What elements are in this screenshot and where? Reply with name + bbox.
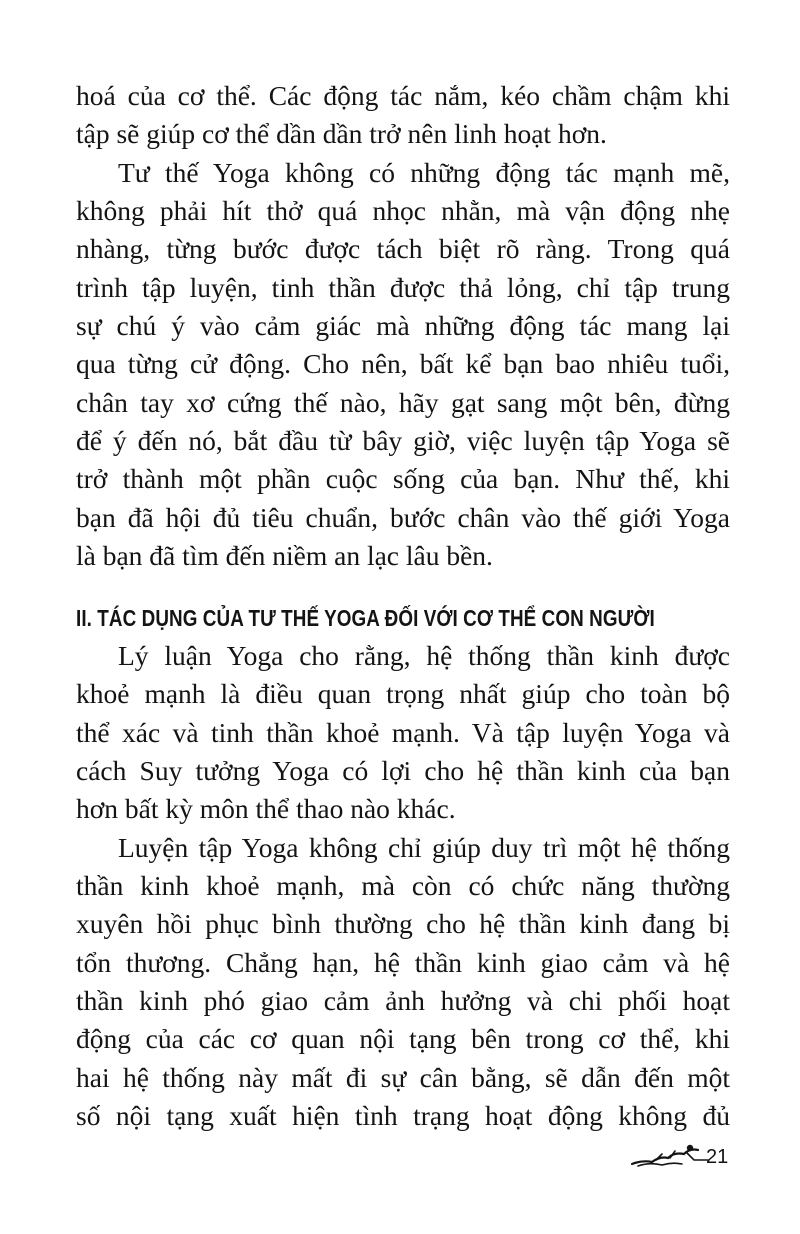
text-line: thần kinh khoẻ mạnh, mà còn có chức năng thường <box>76 870 730 901</box>
text-line: trở thành một phần cuộc sống của bạn. Như thế, khi <box>76 463 730 494</box>
text-line: thể xác và tinh thần khoẻ mạnh. Và tập luyện Yoga và <box>76 717 730 748</box>
text-line: hai hệ thống này mất đi sự cân bằng, sẽ dẫn đến một <box>76 1062 730 1093</box>
text-line: Luyện tập Yoga không chỉ giúp duy trì một hệ thống <box>118 832 730 863</box>
text-line: sự chú ý vào cảm giác mà những động tác mang lại <box>76 310 730 341</box>
text-line: chân tay xơ cứng thế nào, hãy gạt sang một bên, đừng <box>76 387 730 418</box>
text-line: tổn thương. Chẳng hạn, hệ thần kinh giao cảm và hệ <box>76 947 730 978</box>
text-line: khoẻ mạnh là điều quan trọng nhất giúp cho toàn bộ <box>76 678 730 709</box>
page-footer <box>628 1138 740 1174</box>
text-line: là bạn đã tìm đến niềm an lạc lâu bền. <box>76 540 493 571</box>
text-line: hoá của cơ thể. Các động tác nắm, kéo chầm chậm khi <box>76 80 730 111</box>
text-line: số nội tạng xuất hiện tình trạng hoạt động không đủ <box>76 1100 730 1131</box>
text-line: trình tập luyện, tinh thần được thả lỏng, chỉ tập trung <box>76 272 730 303</box>
text-line: động của các cơ quan nội tạng bên trong cơ thể, khi <box>76 1023 730 1054</box>
text-line: Lý luận Yoga cho rằng, hệ thống thần kinh được <box>118 640 730 671</box>
page-number: 21 <box>706 1146 729 1168</box>
text-line: hơn bất kỳ môn thể thao nào khác. <box>76 793 456 824</box>
text-line: qua từng cử động. Cho nên, bất kể bạn bao nhiêu tuổi, <box>76 348 730 379</box>
text-line: để ý đến nó, bắt đầu từ bây giờ, việc luyện tập Yoga sẽ <box>76 425 730 456</box>
text-line: không phải hít thở quá nhọc nhằn, mà vận động nhẹ <box>76 195 730 226</box>
text-line: thần kinh phó giao cảm ảnh hưởng và chi phối hoạt <box>76 985 730 1016</box>
text-line: tập sẽ giúp cơ thể dần dần trở nên linh hoạt hơn. <box>76 118 607 149</box>
text-line: Tư thế Yoga không có những động tác mạnh mẽ, <box>118 157 730 188</box>
section-heading: II. TÁC DỤNG CỦA TƯ THẾ YOGA ĐỐI VỚI CƠ THỂ CON NGƯỜI <box>76 605 655 631</box>
text-line: xuyên hồi phục bình thường cho hệ thần kinh đang bị <box>76 908 730 939</box>
text-line: nhàng, từng bước được tách biệt rõ ràng. Trong quá <box>76 233 730 264</box>
text-line: bạn đã hội đủ tiêu chuẩn, bước chân vào thế giới Yoga <box>76 502 730 533</box>
text-line: cách Suy tưởng Yoga có lợi cho hệ thần kinh của bạn <box>76 755 730 786</box>
figure-ornament-icon <box>628 1138 710 1174</box>
